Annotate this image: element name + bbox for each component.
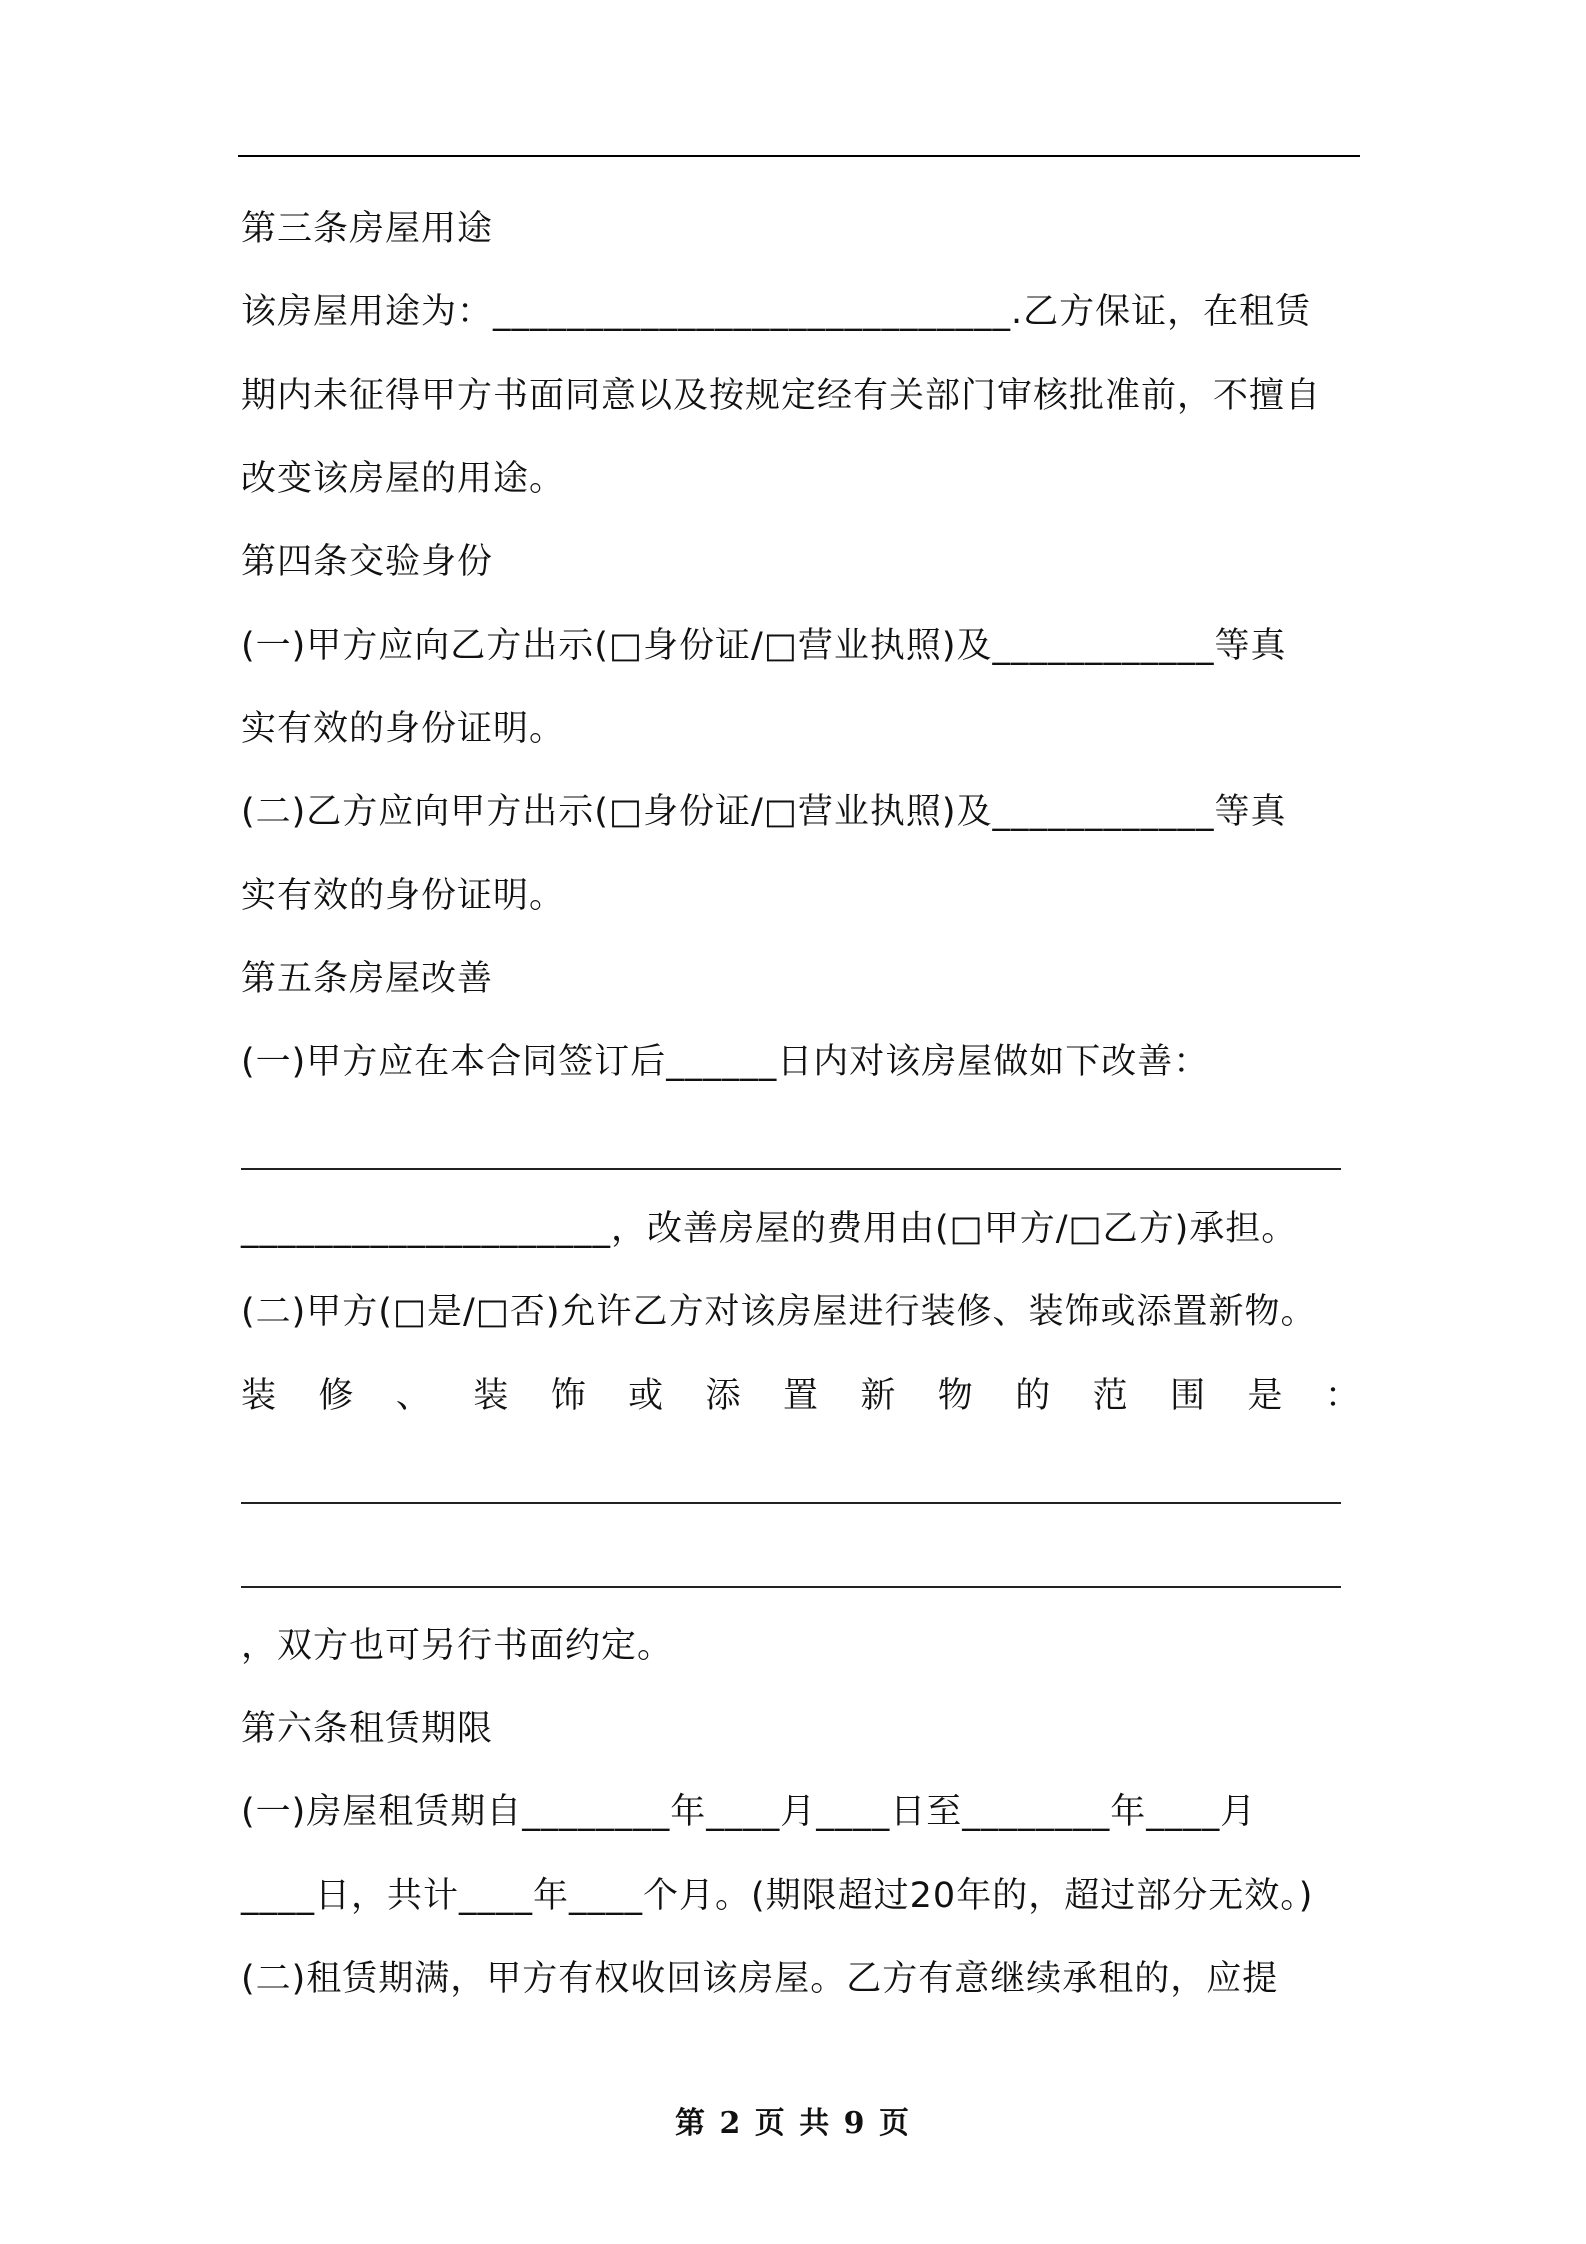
- section-6-item-1-line-2: ____日，共计____年____个月。(期限超过20年的，超过部分无效。): [241, 1876, 1314, 1916]
- spread-char: 物: [937, 1376, 974, 1416]
- section-4-item-1-line-2: 实有效的身份证明。: [241, 709, 566, 749]
- section-4-item-1-line-1: (一)甲方应向乙方出示(□身份证/□营业执照)及____________等真: [241, 626, 1287, 666]
- section-4-heading: 第四条交验身份: [241, 542, 494, 582]
- spread-char: ：: [1324, 1376, 1361, 1416]
- spread-char: 新: [860, 1376, 897, 1416]
- section-6-item-2-line-1: (二)租赁期满，甲方有权收回该房屋。乙方有意继续承租的，应提: [241, 1959, 1279, 1999]
- spread-char: 装: [473, 1376, 510, 1416]
- section-4-item-2-line-1: (二)乙方应向甲方出示(□身份证/□营业执照)及____________等真: [241, 792, 1287, 832]
- section-5-heading: 第五条房屋改善: [241, 959, 494, 999]
- page-number-footer: 第 2 页 共 9 页: [675, 2106, 911, 2141]
- blank-fill-line: [241, 1586, 1341, 1588]
- section-5-item-1-line-1: (一)甲方应在本合同签订后______日内对该房屋做如下改善：: [241, 1042, 1210, 1082]
- spread-char: 、: [395, 1376, 432, 1416]
- spread-char: 范: [1092, 1376, 1129, 1416]
- spread-char: 或: [628, 1376, 665, 1416]
- spread-char: 置: [782, 1376, 819, 1416]
- section-5-item-2-line-1: (二)甲方(□是/□否)允许乙方对该房屋进行装修、装饰或添置新物。: [241, 1292, 1317, 1332]
- section-3-para-line-2: 期内未征得甲方书面同意以及按规定经有关部门审核批准前，不擅自: [241, 376, 1322, 416]
- header-rule: [238, 155, 1360, 157]
- blank-fill-line: [241, 1168, 1341, 1170]
- spread-char: 的: [1015, 1376, 1052, 1416]
- spread-char: 装: [241, 1376, 278, 1416]
- section-6-heading: 第六条租赁期限: [241, 1709, 494, 1749]
- section-3-para-line-3: 改变该房屋的用途。: [241, 459, 566, 499]
- spread-char: 围: [1170, 1376, 1207, 1416]
- section-5-item-2-line-5: ，双方也可另行书面约定。: [241, 1626, 674, 1666]
- spread-char: 修: [318, 1376, 355, 1416]
- section-6-item-1-line-1: (一)房屋租赁期自________年____月____日至________年____月: [241, 1792, 1257, 1832]
- section-5-item-1-line-3: ____________________，改善房屋的费用由(□甲方/□乙方)承担。: [241, 1209, 1298, 1249]
- spread-char: 是: [1247, 1376, 1284, 1416]
- spread-char: 添: [705, 1376, 742, 1416]
- section-3-heading: 第三条房屋用途: [241, 209, 494, 249]
- section-4-item-2-line-2: 实有效的身份证明。: [241, 876, 566, 916]
- section-3-para-line-1: 该房屋用途为：____________________________.乙方保证，在租赁: [241, 292, 1312, 332]
- spread-char: 饰: [550, 1376, 587, 1416]
- blank-fill-line: [241, 1502, 1341, 1504]
- section-5-item-2-line-2: [241, 1372, 1361, 1420]
